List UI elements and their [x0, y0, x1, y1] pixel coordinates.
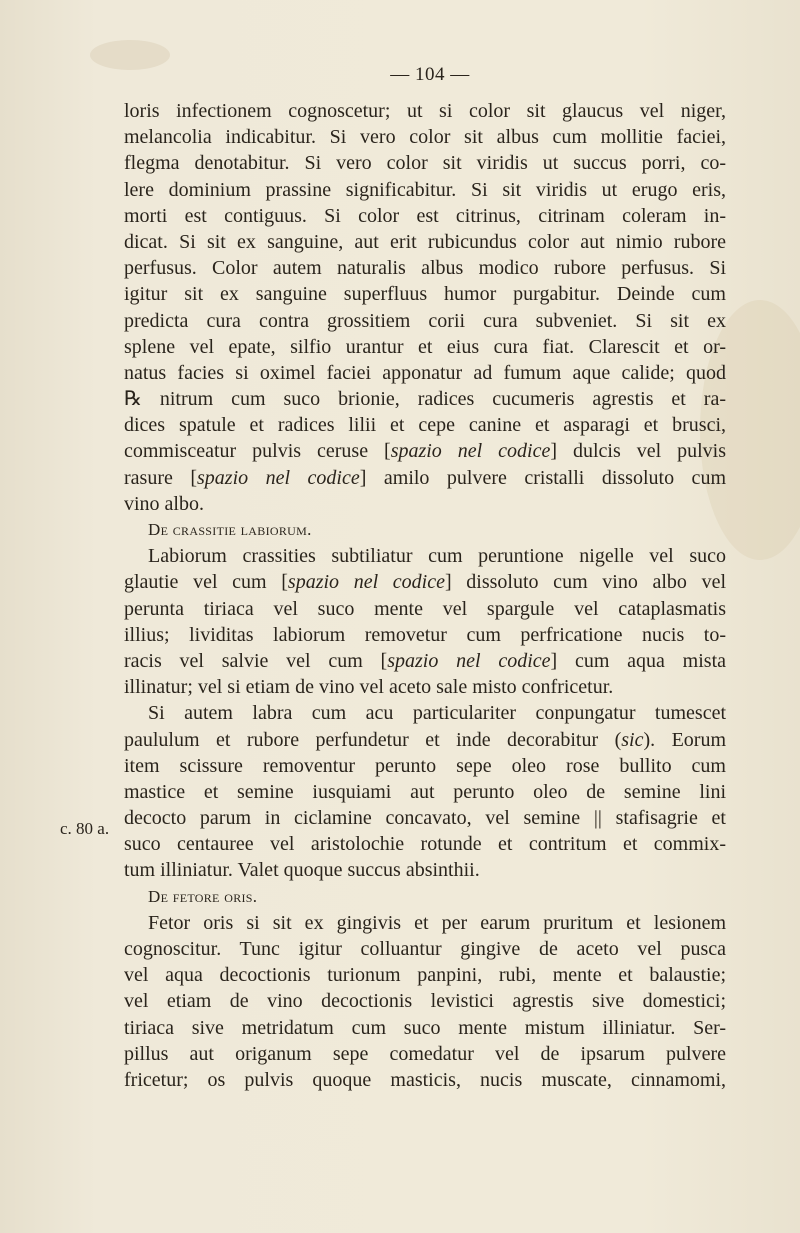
text-line: lere dominium prassine significabitur. Si sit viridis ut erugo eris,: [124, 178, 726, 201]
text-line: cognoscitur. Tunc igitur colluantur gingive de aceto vel pusca: [124, 938, 726, 960]
text-line: splene vel epate, silfio urantur et eius cura fiat. Clarescit et or-: [124, 335, 726, 358]
text-line: item scissure removentur perunto sepe oleo rose bullito cum: [124, 754, 726, 777]
text-line: fricetur; os pulvis quoque masticis, nucis muscate, cinnamomi,: [124, 1068, 726, 1091]
text-line: glautie vel cum [spazio nel codice] dissoluto cum vino albo vel: [124, 571, 727, 594]
text-line: morti est contiguus. Si color est citrinus, citrinam coleram in-: [124, 204, 726, 227]
margin-note: c. 80 a.: [60, 819, 110, 838]
text-line: pillus aut origanum sepe comedatur vel de ipsarum pulvere: [124, 1042, 726, 1065]
text-line: decocto parum in ciclamine concavato, vel semine || stafisagrie et: [124, 807, 726, 830]
page-number: — 104 —: [390, 64, 470, 85]
text-line: flegma denotabitur. Si vero color sit viridis ut succus porri, co-: [124, 152, 726, 175]
text-line: vel etiam de vino decoctionis levistici agrestis sive domestici;: [124, 990, 726, 1013]
body-text: [124, 98, 726, 1093]
text-line: rasure [spazio nel codice] amilo pulvere cristalli dissoluto cum: [124, 466, 726, 489]
text-line: dices spatule et radices lilii et cepe canine et asparagi et brusci,: [124, 414, 726, 437]
text-line: loris infectionem cognoscetur; ut si color sit glaucus vel niger,: [124, 100, 726, 122]
text-line: natus facies si oximel faciei apponatur ad fumum aque calide; quod: [124, 361, 726, 384]
text-line: suco centauree vel aristolochie rotunde et contritum et commix-: [124, 833, 726, 856]
text-line: melancolia indicabitur. Si vero color sit albus cum mollitie faciei,: [124, 126, 726, 149]
text-line: paululum et rubore perfundetur et inde decorabitur (sic). Eorum: [124, 728, 726, 751]
text-line: dicat. Si sit ex sanguine, aut erit rubicundus color aut nimio rubore: [124, 230, 726, 253]
text-line: racis vel salvie vel cum [spazio nel codice] cum aqua mista: [124, 649, 726, 672]
text-line: Labiorum crassities subtiliatur cum peruntione nigelle vel suco: [148, 545, 726, 568]
text-line: igitur sit ex sanguine superfluus humor purgabitur. Deinde cum: [124, 283, 726, 306]
text-line: Fetor oris si sit ex gingivis et per earum pruritum et lesionem: [148, 911, 726, 934]
text-line: Si autem labra cum acu particulariter conpungatur tumescet: [148, 702, 726, 725]
text-line: illius; lividitas labiorum removetur cum perfricatione nucis to-: [124, 623, 726, 646]
text-line: mastice et semine iusquiami aut perunto oleo de semine lini: [124, 780, 726, 803]
text-line: illinatur; vel si etiam de vino vel aceto sale misto confricetur.: [124, 676, 614, 699]
text-line: tum illiniatur. Valet quoque succus absinthii.: [124, 859, 480, 882]
text-line: perfusus. Color autem naturalis albus modico rubore perfusus. Si: [124, 257, 726, 280]
section-heading: De crassitie labiorum.: [148, 520, 312, 539]
text-line: perunta tiriaca vel suco mente vel spargule vel cataplasmatis: [124, 597, 726, 620]
text-line: ℞ nitrum cum suco brionie, radices cucumeris agrestis et ra-: [124, 388, 726, 411]
text-line: tiriaca sive metridatum cum suco mente mistum illiniatur. Ser-: [124, 1016, 726, 1039]
section-heading: De fetore oris.: [148, 886, 258, 906]
text-line: commisceatur pulvis ceruse [spazio nel codice] dulcis vel pulvis: [124, 440, 726, 463]
text-line: vel aqua decoctionis turionum panpini, rubi, mente et balaustie;: [124, 964, 726, 987]
text-line: predicta cura contra grossitiem corii cura subveniet. Si sit ex: [124, 309, 726, 332]
text-line: vino albo.: [124, 492, 204, 515]
